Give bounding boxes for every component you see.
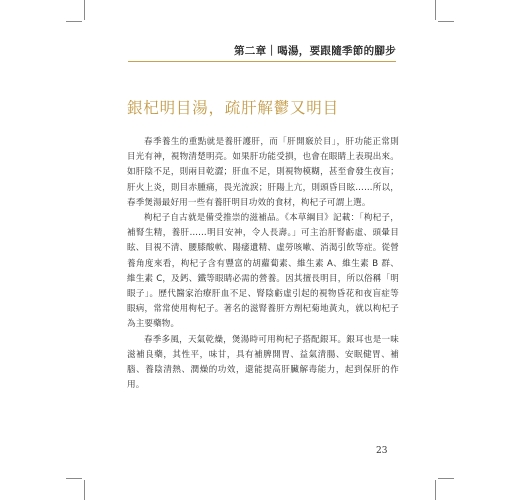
- crop-mark: [84, 0, 85, 20]
- section-title: 銀杞明目湯，疏肝解鬱又明目: [127, 99, 339, 117]
- paragraph: 枸杞子自古就是備受推崇的滋補品。《本草綱目》記載：「枸杞子，補腎生精，養肝……明目安神，令人長壽。」可主治肝腎虧虛、頭暈目眩、目視不清、腰膝酸軟、陽痿遺精、虛勞咳嗽、消渴引飲等症。從營養角度來看，枸杞子含有豐富的胡蘿蔔素、維生素 A、維生素 B 群、維生素 C，及鈣、鐵等眼睛必需的營養。因其擅長明目，所以俗稱「明眼子」。歷代醫家治療肝血不足、腎陰虧虛引起的視物昏花和夜盲症等眼病，常常使用枸杞子。著名的滋腎養肝方劑杞菊地黃丸，就以枸杞子為主要藥物。: [127, 213, 399, 330]
- crop-mark: [66, 21, 82, 22]
- crop-mark: [66, 478, 82, 479]
- header-rule: [128, 61, 396, 62]
- paragraph: 春季多風，天氣乾燥，煲湯時可用枸杞子搭配銀耳。銀耳也是一味滋補良藥，其性平，味甘，具有補脾開胃、益氣清腸、安眠健胃、補腦、養陰清熱、潤燥的功效，還能提高肝臟解毒能力，起到保肝的作用。: [127, 334, 399, 391]
- crop-mark: [438, 21, 454, 22]
- running-header: 第二章｜喝湯，要跟隨季節的腳步: [234, 45, 396, 57]
- crop-mark: [84, 480, 85, 500]
- crop-mark: [435, 480, 436, 500]
- page-number: 23: [376, 446, 388, 456]
- paragraph: 春季養生的重點就是養肝護肝，而「肝開竅於目」，肝功能正常則目光有神，視物清楚明亮。如果肝功能受損，也會在眼睛上表現出來。如肝陰不足，則兩目乾澀；肝血不足，則視物模糊，甚至會發生夜盲；肝火上炎，則目赤腫痛，畏光流淚；肝陽上亢，則頭昏目眩……所以，春季煲湯最好用一些有養肝明目功效的食材，枸杞子可謂上選。: [127, 137, 399, 208]
- crop-mark: [435, 0, 436, 20]
- crop-mark: [438, 478, 454, 479]
- body-text: [127, 135, 399, 393]
